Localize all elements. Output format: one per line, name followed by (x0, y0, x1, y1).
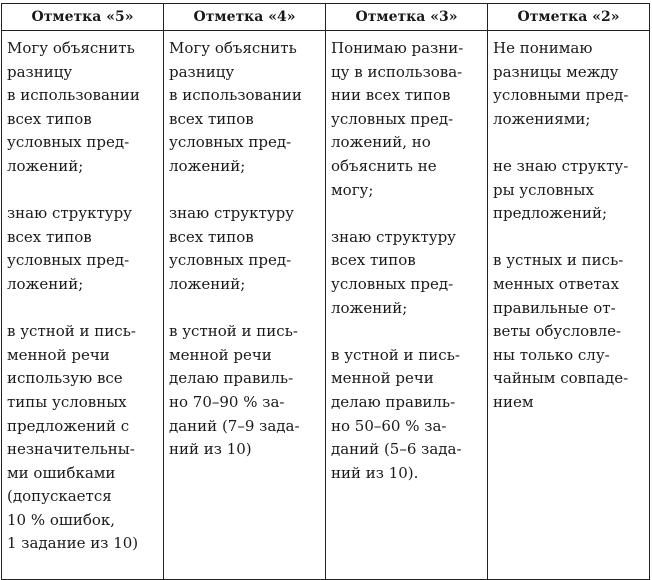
criteria-text-line: (допускается (7, 487, 112, 506)
criteria-text-line: менных ответах (493, 274, 620, 293)
criteria-text-line: нием (493, 392, 534, 411)
criteria-text-line: всех типов (169, 227, 254, 246)
criteria-text-line: 10 % ошибок, (7, 510, 116, 529)
criteria-text-line: типы условных (7, 392, 127, 411)
criteria-text-line: в устной и пись- (331, 345, 460, 364)
criteria-text-line: знаю структуру (7, 204, 133, 223)
criteria-text-line: условных пред- (331, 109, 454, 128)
criteria-text-line: делаю правиль- (331, 392, 456, 411)
criteria-text-line: предложений с (7, 416, 130, 435)
grading-criteria-table (1, 3, 650, 580)
header-grade-4: Отметка «4» (164, 4, 326, 31)
criteria-text-line: незначительны- (7, 440, 135, 459)
criteria-text-line: ний из 10). (331, 463, 419, 482)
criteria-text-line: условными пред- (493, 86, 629, 105)
criteria-text-line: в использовании (169, 86, 302, 105)
criteria-cell-grade-3 (326, 31, 488, 580)
criteria-text-line: ложений; (7, 274, 84, 293)
criteria-text-line: всех типов (7, 227, 92, 246)
header-grade-3: Отметка «3» (326, 4, 488, 31)
criteria-text-line: в устных и пись- (493, 251, 624, 270)
criteria-paragraph (169, 320, 321, 462)
criteria-cell-grade-2 (488, 31, 650, 580)
criteria-text-line: Могу объяснить (7, 39, 135, 57)
criteria-text-line: правильные от- (493, 298, 616, 317)
criteria-text-line: в устной и пись- (7, 322, 136, 341)
criteria-text-line: всех типов (169, 109, 254, 128)
criteria-paragraph (493, 37, 645, 131)
criteria-text-line: делаю правиль- (169, 369, 294, 388)
criteria-text-line: в использовании (7, 86, 140, 105)
criteria-text-line: могу; (331, 180, 374, 199)
criteria-text-line: знаю структуру (331, 227, 457, 246)
criteria-text-line: ложений; (169, 274, 246, 293)
criteria-paragraph (169, 37, 321, 179)
criteria-text-line: объяснить не (331, 156, 437, 175)
criteria-cell-grade-4 (164, 31, 326, 580)
criteria-text-line: ми ошибками (7, 463, 116, 482)
criteria-text-line: чайным совпаде- (493, 369, 629, 388)
criteria-text-line: всех типов (331, 251, 416, 270)
criteria-text-line: в устной и пись- (169, 322, 298, 341)
header-grade-5: Отметка «5» (2, 4, 164, 31)
criteria-paragraph (169, 202, 321, 296)
criteria-text-line: ры условных (493, 180, 594, 199)
criteria-text-line: предложений; (493, 204, 607, 223)
criteria-text-line: Не понимаю (493, 39, 593, 57)
criteria-text-line: разницу (7, 62, 73, 81)
criteria-text-line: условных пред- (7, 251, 130, 270)
criteria-text-line: ложениями; (493, 109, 591, 128)
criteria-text-line: условных пред- (7, 133, 130, 152)
criteria-text-line: условных пред- (169, 251, 292, 270)
criteria-paragraph (331, 226, 483, 320)
criteria-paragraph (493, 155, 645, 226)
criteria-text-line: даний (5–6 зада- (331, 440, 462, 459)
criteria-text-line: 1 задание из 10) (7, 534, 139, 553)
criteria-text-line: нии всех типов (331, 86, 451, 105)
criteria-paragraph (331, 344, 483, 486)
criteria-text-line: условных пред- (169, 133, 292, 152)
criteria-text-line: использую все (7, 369, 123, 388)
criteria-text-line: ложений, но (331, 133, 431, 152)
criteria-paragraph (7, 37, 159, 179)
criteria-paragraph (331, 37, 483, 202)
criteria-text-line: даний (7–9 зада- (169, 416, 300, 435)
criteria-text-line: ний из 10) (169, 440, 252, 459)
criteria-paragraph (7, 202, 159, 296)
criteria-paragraph (493, 249, 645, 414)
criteria-text-line: ны только слу- (493, 345, 610, 364)
criteria-text-line: знаю структуру (169, 204, 295, 223)
criteria-text-line: но 50–60 % за- (331, 416, 447, 435)
criteria-row (2, 31, 650, 580)
criteria-text-line: Понимаю разни- (331, 39, 464, 57)
criteria-text-line: ложений; (7, 156, 84, 175)
criteria-text-line: менной речи (7, 345, 110, 364)
header-grade-2: Отметка «2» (488, 4, 650, 31)
header-row (2, 4, 650, 31)
criteria-paragraph (7, 320, 159, 556)
criteria-text-line: не знаю структу- (493, 156, 629, 175)
criteria-text-line: но 70–90 % за- (169, 392, 285, 411)
criteria-text-line: ложений; (331, 298, 408, 317)
criteria-text-line: веты обусловле- (493, 322, 622, 341)
criteria-text-line: всех типов (7, 109, 92, 128)
criteria-text-line: условных пред- (331, 274, 454, 293)
criteria-text-line: ложений; (169, 156, 246, 175)
criteria-text-line: менной речи (331, 369, 434, 388)
criteria-text-line: разницу (169, 62, 235, 81)
criteria-text-line: цу в использова- (331, 62, 463, 81)
criteria-text-line: разницы между (493, 62, 619, 81)
criteria-text-line: менной речи (169, 345, 272, 364)
criteria-text-line: Могу объяснить (169, 39, 297, 57)
criteria-cell-grade-5 (2, 31, 164, 580)
